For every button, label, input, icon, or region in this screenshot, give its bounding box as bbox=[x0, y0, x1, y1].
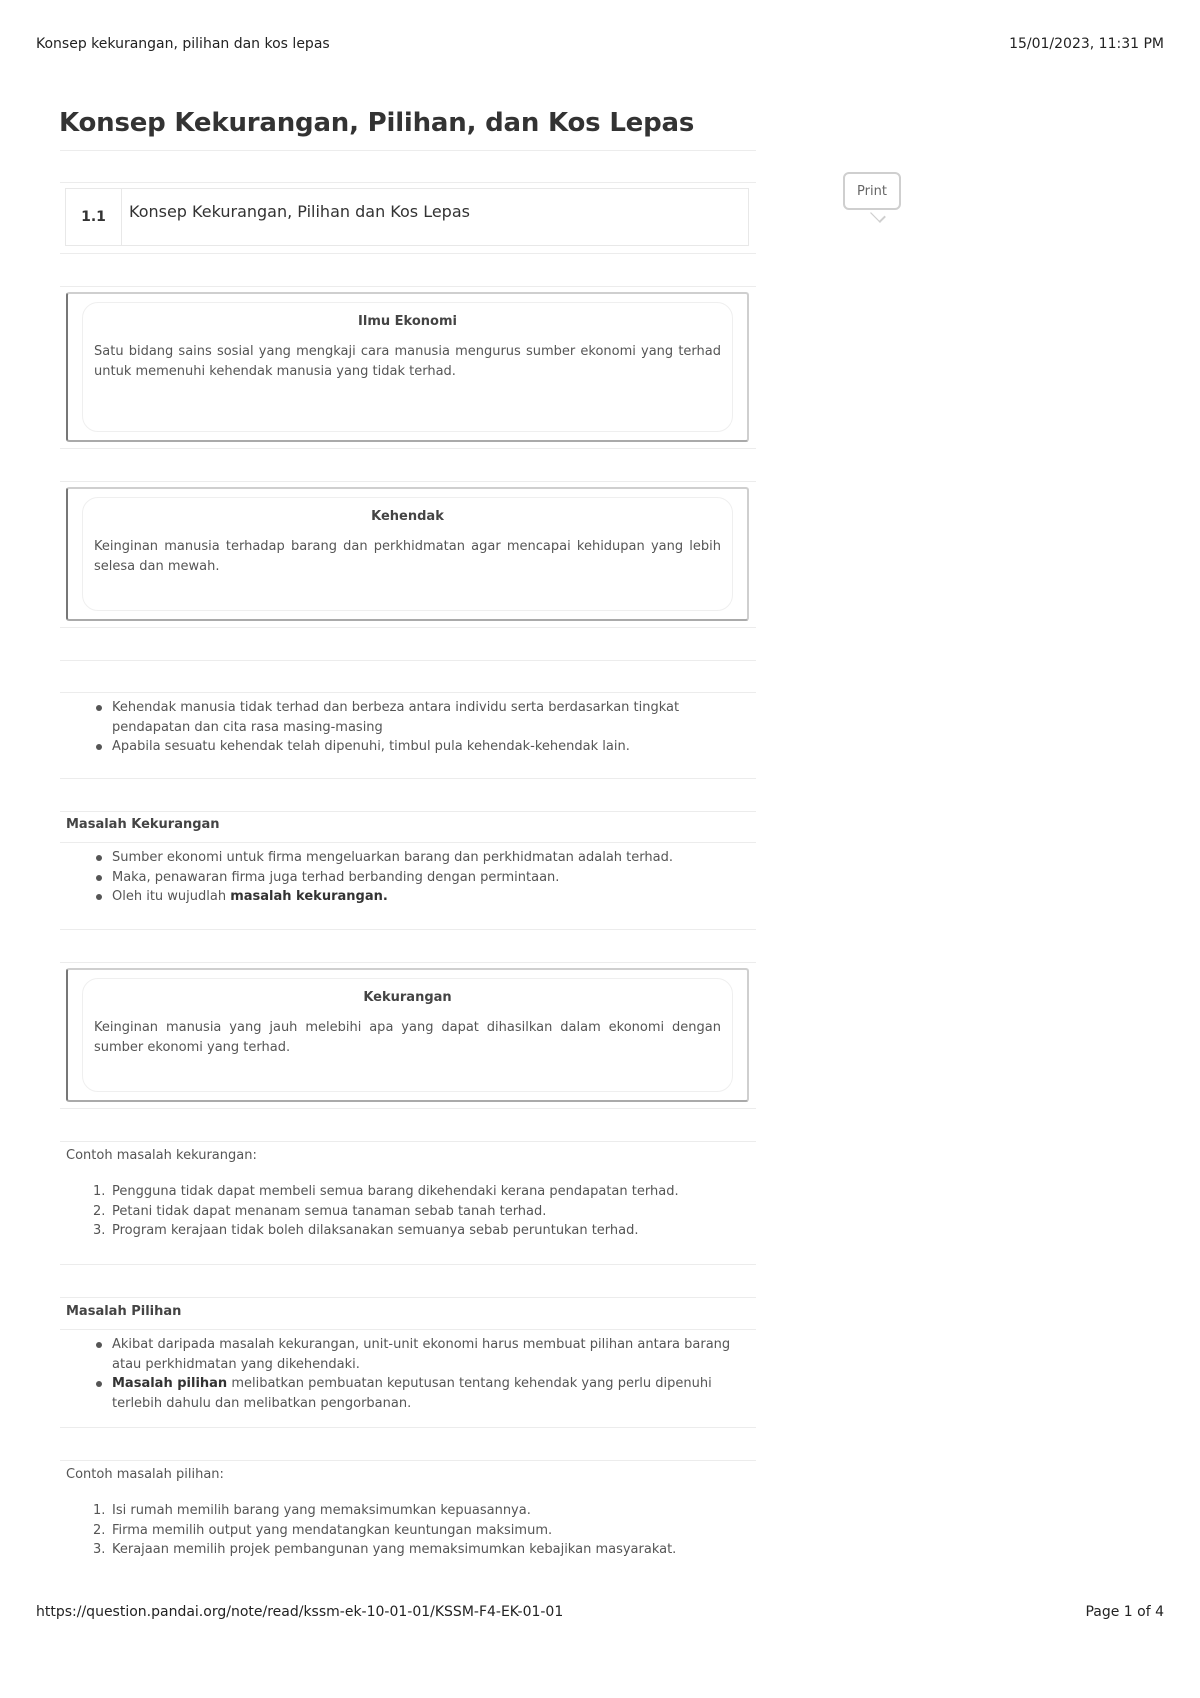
bold-term: masalah kekurangan. bbox=[230, 889, 388, 904]
list-item: 2. Petani tidak dapat menanam semua tanaman sebab tanah terhad. bbox=[93, 1203, 547, 1219]
section-heading-masalah-pilihan: Masalah Pilihan bbox=[66, 1304, 182, 1319]
section-heading-contoh-pilihan: Contoh masalah pilihan: bbox=[66, 1467, 224, 1482]
list-item-text: Program kerajaan tidak boleh dilaksanakan semuanya sebab peruntukan terhad. bbox=[112, 1223, 639, 1238]
definition-title: Ilmu Ekonomi bbox=[358, 314, 457, 329]
print-header-datetime: 15/01/2023, 11:31 PM bbox=[1009, 36, 1164, 52]
print-footer-page-number: Page 1 of 4 bbox=[1085, 1604, 1164, 1620]
list-item-text: Kerajaan memilih projek pembangunan yang memaksimumkan kebajikan masyarakat. bbox=[112, 1542, 677, 1557]
list-item: 3. Kerajaan memilih projek pembangunan yang memaksimumkan kebajikan masyarakat. bbox=[93, 1542, 677, 1557]
contoh-pilihan-list bbox=[93, 1501, 752, 1560]
list-item-text: Oleh itu wujudlah bbox=[112, 889, 231, 904]
section-heading-masalah-kekurangan: Masalah Kekurangan bbox=[66, 817, 220, 832]
list-item: Kehendak manusia tidak terhad dan berbeza antara individu serta berdasarkan tingkat pendapatan dan cita rasa masing-masing bbox=[112, 698, 752, 737]
definition-box-kekurangan bbox=[66, 968, 749, 1102]
divider bbox=[60, 182, 756, 183]
divider bbox=[60, 1141, 756, 1142]
section-heading-contoh-kekurangan: Contoh masalah kekurangan: bbox=[66, 1148, 257, 1163]
divider bbox=[60, 1427, 756, 1428]
divider bbox=[60, 811, 756, 812]
list-item: 1. Pengguna tidak dapat membeli semua barang dikehendaki kerana pendapatan terhad. bbox=[93, 1184, 679, 1199]
chapter-number: 1.1 bbox=[66, 189, 122, 245]
chapter-title: Konsep Kekurangan, Pilihan dan Kos Lepas bbox=[129, 202, 470, 221]
print-footer bbox=[36, 1604, 1164, 1624]
list-item-text: Isi rumah memilih barang yang memaksimumkan kepuasannya. bbox=[112, 1503, 531, 1518]
definition-text: Keinginan manusia terhadap barang dan perkhidmatan agar mencapai kehidupan yang lebih selesa dan mewah. bbox=[94, 539, 721, 574]
divider bbox=[60, 627, 756, 628]
list-item-text: Petani tidak dapat menanam semua tanaman sebab tanah terhad. bbox=[112, 1203, 547, 1219]
divider bbox=[60, 962, 756, 963]
masalah-pilihan-list bbox=[112, 1335, 752, 1413]
list-item: 3. Program kerajaan tidak boleh dilaksanakan semuanya sebab peruntukan terhad. bbox=[93, 1223, 639, 1238]
list-item: Apabila sesuatu kehendak telah dipenuhi, timbul pula kehendak-kehendak lain. bbox=[112, 737, 752, 757]
list-item: 2. Firma memilih output yang mendatangkan keuntungan maksimum. bbox=[93, 1522, 553, 1538]
definition-title: Kehendak bbox=[371, 509, 444, 524]
chapter-header bbox=[65, 188, 749, 246]
list-item-text: Firma memilih output yang mendatangkan keuntungan maksimum. bbox=[112, 1522, 553, 1538]
definition-text: Keinginan manusia yang jauh melebihi apa yang dapat dihasilkan dalam ekonomi dengan sumber ekonomi yang terhad. bbox=[94, 1020, 721, 1055]
list-item-text: melibatkan pembuatan keputusan tentang kehendak yang perlu dipenuhi terlebih dahulu dan melibatkan pengorbanan. bbox=[112, 1376, 712, 1411]
definition-box-ilmu-ekonomi bbox=[66, 292, 749, 442]
divider bbox=[60, 150, 756, 151]
divider bbox=[60, 286, 756, 287]
list-item: Maka, penawaran firma juga terhad berbanding dengan permintaan. bbox=[112, 868, 752, 888]
list-item bbox=[112, 1374, 752, 1413]
print-header bbox=[36, 36, 1164, 56]
divider bbox=[60, 1460, 756, 1461]
kehendak-points-list bbox=[112, 698, 752, 757]
definition-title: Kekurangan bbox=[363, 990, 452, 1005]
divider bbox=[60, 448, 756, 449]
print-footer-url[interactable]: https://question.pandai.org/note/read/kssm-ek-10-01-01/KSSM-F4-EK-01-01 bbox=[36, 1604, 564, 1620]
list-item-text: Pengguna tidak dapat membeli semua barang dikehendaki kerana pendapatan terhad. bbox=[112, 1184, 679, 1199]
list-item bbox=[112, 887, 752, 907]
divider bbox=[60, 253, 756, 254]
divider bbox=[60, 481, 756, 482]
divider bbox=[60, 1108, 756, 1109]
list-item: Sumber ekonomi untuk firma mengeluarkan barang dan perkhidmatan adalah terhad. bbox=[112, 848, 752, 868]
divider bbox=[60, 1264, 756, 1265]
list-item: 1. Isi rumah memilih barang yang memaksimumkan kepuasannya. bbox=[93, 1503, 531, 1518]
divider bbox=[60, 660, 756, 661]
contoh-kekurangan-list bbox=[93, 1182, 752, 1241]
divider bbox=[60, 778, 756, 779]
definition-text: Satu bidang sains sosial yang mengkaji cara manusia mengurus sumber ekonomi yang terhad untuk memenuhi kehendak manusia yang tidak terhad. bbox=[94, 344, 721, 379]
definition-box-kehendak bbox=[66, 487, 749, 621]
divider bbox=[60, 842, 756, 843]
print-header-title: Konsep kekurangan, pilihan dan kos lepas bbox=[36, 36, 330, 52]
divider bbox=[60, 692, 756, 693]
list-item: Akibat daripada masalah kekurangan, unit-unit ekonomi harus membuat pilihan antara barang atau perkhidmatan yang dikehendaki. bbox=[112, 1335, 752, 1374]
divider bbox=[60, 1297, 756, 1298]
bold-term: Masalah pilihan bbox=[112, 1376, 228, 1391]
print-button[interactable]: Print bbox=[843, 172, 901, 210]
divider bbox=[60, 1329, 756, 1330]
divider bbox=[60, 929, 756, 930]
page-title: Konsep Kekurangan, Pilihan, dan Kos Lepas bbox=[59, 108, 695, 138]
masalah-kekurangan-list bbox=[112, 848, 752, 907]
